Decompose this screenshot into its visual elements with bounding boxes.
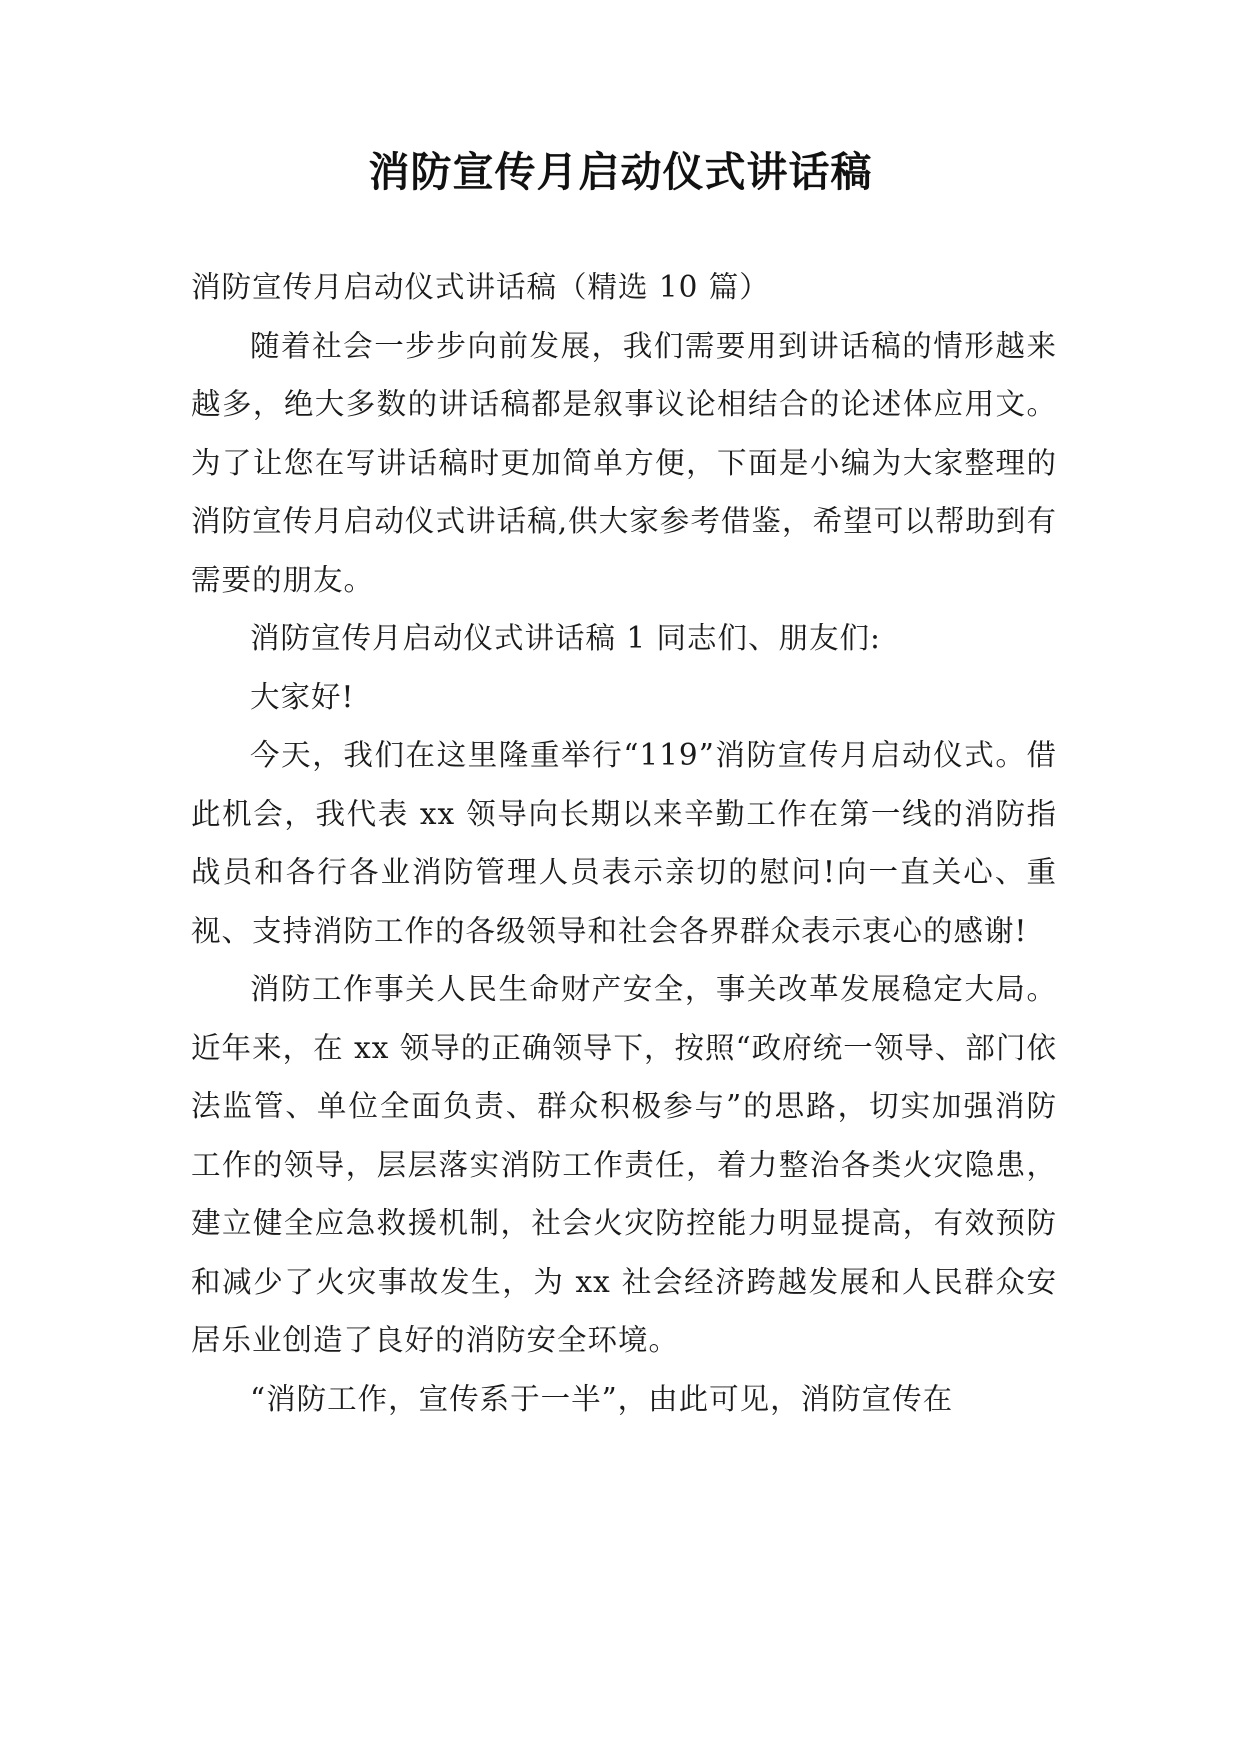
document-title: 消防宣传月启动仪式讲话稿 [368, 148, 873, 196]
document-body [191, 258, 1057, 1428]
paragraph-publicity: “消防工作，宣传系于一半”，由此可见，消防宣传在 [250, 1381, 954, 1416]
paragraph-opening: 今天，我们在这里隆重举行“119”消防宣传月启动仪式。借此机会，我代表 xx 领导向长期以来辛勤工作在第一线的消防指战员和各行各业消防管理人员表示亲切的慰问!向一直关心、重视、支持消防工作的各级领导和社会各界群众表示衷心的感谢! [191, 738, 1057, 948]
subtitle-line: 消防宣传月启动仪式讲话稿（精选 10 篇） [191, 270, 770, 304]
paragraph-speech-heading: 消防宣传月启动仪式讲话稿 1 同志们、朋友们: [250, 621, 881, 655]
paragraph-intro: 随着社会一步步向前发展，我们需要用到讲话稿的情形越来越多，绝大多数的讲话稿都是叙事议论相结合的论述体应用文。为了让您在写讲话稿时更加简单方便，下面是小编为大家整理的消防宣传月启动仪式讲话稿,供大家参考借鉴，希望可以帮助到有需要的朋友。 [191, 328, 1057, 597]
paragraph-fire-safety-work: 消防工作事关人民生命财产安全，事关改革发展稳定大局。近年来，在 xx 领导的正确领导下，按照“政府统一领导、部门依法监管、单位全面负责、群众积极参与”的思路，切实加强消防工作的领导，层层落实消防工作责任，着力整治各类火灾隐患，建立健全应急救援机制，社会火灾防控能力明显提高，有效预防和减少了火灾事故发生，为 xx 社会经济跨越发展和人民群众安居乐业创造了良好的消防安全环境。 [191, 972, 1057, 1357]
paragraph-greeting: 大家好! [250, 679, 355, 714]
